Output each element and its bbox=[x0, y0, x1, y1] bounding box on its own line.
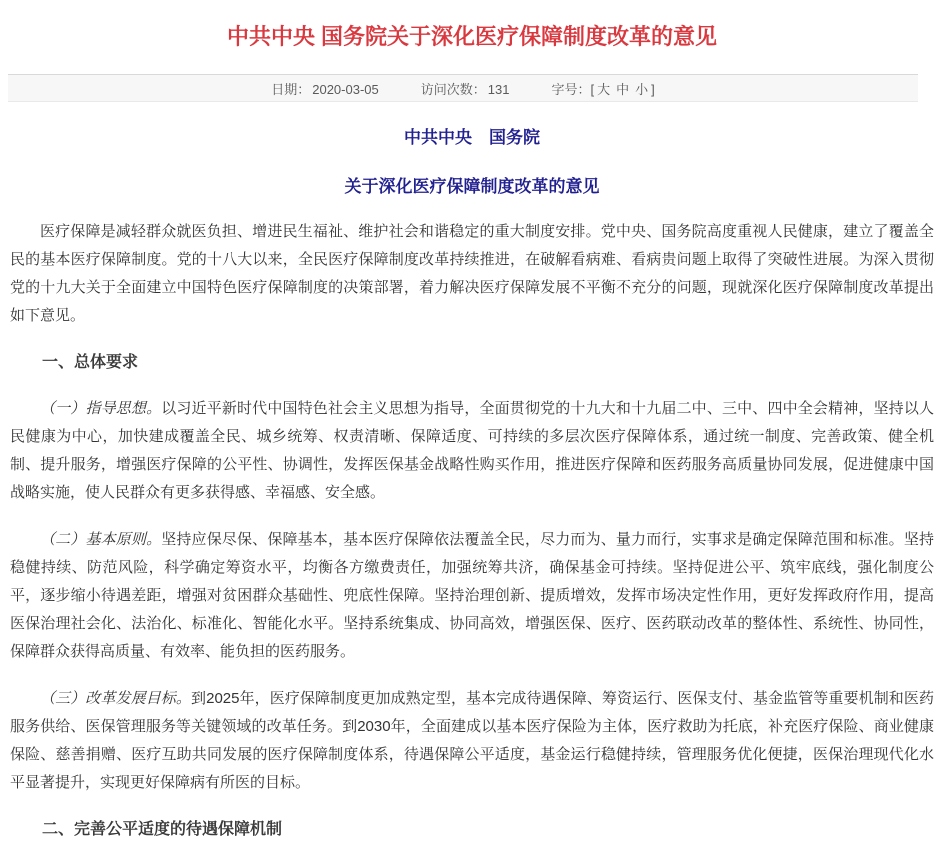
document-subtitle: 关于深化医疗保障制度改革的意见 bbox=[344, 177, 600, 196]
visits-label: 访问次数： bbox=[420, 81, 486, 97]
bracket-close: ] bbox=[651, 81, 655, 97]
fontsize-medium-button[interactable]: 中 bbox=[616, 81, 630, 97]
paragraph-lead: （三）改革发展目标。 bbox=[40, 689, 191, 707]
body-paragraph: （二）基本原则。坚持应保尽保、保障基本，基本医疗保障依法覆盖全民，尽力而为、量力而行，实事求是确定保障范围和标准。坚持稳健持续、防范风险，科学确定筹资水平，均衡各方缴费责任，加强统筹共济，确保基金可持续。坚持促进公平、筑牢底线，强化制度公平，逐步缩小待遇差距，增强对贫困群众基础性、兜底性保障。坚持治理创新、提质增效，发挥市场决定性作用，更好发挥政府作用，提高医保治理社会化、法治化、标准化、智能化水平。坚持系统集成、协同高效，增强医保、医疗、医药联动改革的整体性、系统性、协同性，保障群众获得高质量、有效率、能负担的医药服务。 bbox=[10, 530, 934, 660]
date-label: 日期： bbox=[271, 81, 311, 97]
body-paragraph: 医疗保障是减轻群众就医负担、增进民生福祉、维护社会和谐稳定的重大制度安排。党中央、国务院高度重视人民健康，建立了覆盖全民的基本医疗保障制度。党的十八大以来，全民医疗保障制度改革持续推进，在破解看病难、看病贵问题上取得了突破性进展。为深入贯彻党的十九大关于全面建立中国特色医疗保障制度的决策部署，着力解决医疗保障发展不平衡不充分的问题，现就深化医疗保障制度改革提出如下意见。 bbox=[10, 223, 934, 324]
meta-date bbox=[271, 79, 379, 98]
bracket-open: [ bbox=[590, 81, 595, 97]
section-heading: 二、完善公平适度的待遇保障机制 bbox=[42, 821, 283, 838]
visits-count: 131 bbox=[487, 81, 510, 97]
body-paragraph: （三）改革发展目标。到2025年，医疗保障制度更加成熟定型，基本完成待遇保障、筹资运行、医保支付、基金监管等重要机制和医药服务供给、医保管理服务等关键领域的改革任务。到2030年，全面建成以基本医疗保险为主体，医疗救助为托底，补充医疗保险、商业健康保险、慈善捐赠、医疗互助共同发展的医疗保障制度体系，待遇保障公平适度，基金运行稳健持续，管理服务优化便捷，医保治理现代化水平显著提升，实现更好保障病有所医的目标。 bbox=[10, 689, 934, 791]
date-value: 2020-03-05 bbox=[312, 81, 379, 97]
meta-visits bbox=[421, 79, 510, 98]
meta-fontsize-control bbox=[551, 79, 654, 98]
document-body bbox=[0, 218, 944, 845]
paragraph-lead: （二）基本原则。 bbox=[40, 530, 162, 548]
fontsize-small-button[interactable]: 小 bbox=[635, 81, 649, 97]
page-title: 中共中央 国务院关于深化医疗保障制度改革的意见 bbox=[226, 24, 718, 49]
fontsize-label: 字号： bbox=[551, 81, 591, 97]
meta-bar bbox=[8, 74, 918, 102]
document-issuer: 中共中央 国务院 bbox=[404, 128, 540, 147]
fontsize-large-button[interactable]: 大 bbox=[597, 81, 611, 97]
paragraph-lead: （一）指导思想。 bbox=[40, 399, 162, 417]
section-heading: 一、总体要求 bbox=[42, 354, 139, 371]
body-paragraph: （一）指导思想。以习近平新时代中国特色社会主义思想为指导，全面贯彻党的十九大和十九届二中、三中、四中全会精神，坚持以人民健康为中心，加快建成覆盖全民、城乡统筹、权责清晰、保障适度、可持续的多层次医疗保障体系，通过统一制度、完善政策、健全机制、提升服务，增强医疗保障的公平性、协调性，发挥医保基金战略性购买作用，推进医疗保障和医药服务高质量协同发展，促进健康中国战略实施，使人民群众有更多获得感、幸福感、安全感。 bbox=[10, 399, 934, 501]
